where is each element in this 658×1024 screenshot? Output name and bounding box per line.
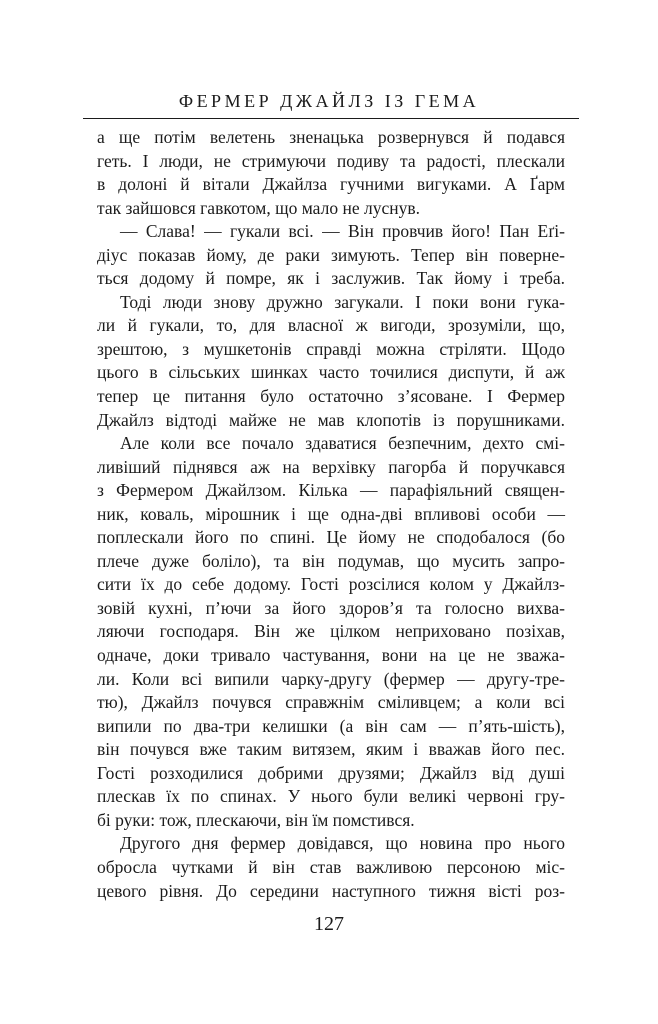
text-line: плече дуже боліло), та він подумав, що мусить запро- <box>97 550 565 571</box>
running-head: ФЕРМЕР ДЖАЙЛЗ ІЗ ГЕМА <box>178 91 480 111</box>
text-line: обросла чутками й він став важливою персоною міс- <box>97 856 565 877</box>
text-line: цього в сільських шинках часто точилися диспути, й аж <box>97 362 565 383</box>
text-line: бі руки: тож, плескаючи, він їм помстився. <box>97 809 415 830</box>
text-line: одначе, доки тривало частування, вони на це не зважа- <box>97 645 565 666</box>
body-text <box>97 126 565 903</box>
text-line: ляючи господаря. Він же цілком неприховано позіхав, <box>97 621 565 642</box>
text-line: цевого рівня. До середини наступного тижня вісті роз- <box>97 880 565 901</box>
text-line: ливіший піднявся аж на верхівку пагорба й поручкався <box>97 456 565 477</box>
text-line: з Фермером Джайлзом. Кілька — парафіяльний священ- <box>97 480 565 501</box>
text-line: ник, коваль, мірошник і ще одна-дві впливові особи — <box>97 503 565 524</box>
text-line: зрештою, з мушкетонів справді можна стріляти. Щодо <box>97 338 565 359</box>
text-line: тю), Джайлз почувся справжнім сміливцем; а коли всі <box>97 692 565 713</box>
text-line: Тоді люди знову дружно загукали. І поки вони гука- <box>120 291 565 312</box>
header-rule <box>83 118 579 119</box>
page-number: 127 <box>314 913 344 935</box>
text-line: діус показав йому, де раки зимують. Тепер він поверне- <box>97 244 565 265</box>
text-line: Джайлз відтоді майже не мав клопотів із порушниками. <box>97 409 565 430</box>
text-line: зовій кухні, п’ючи за його здоров’я та голосно вихва- <box>97 597 565 618</box>
text-line: геть. І люди, не стримуючи подиву та радості, плескали <box>97 150 565 171</box>
text-line: тепер це питання було остаточно з’ясоване. І Фермер <box>97 386 565 407</box>
text-line: плескав їх по спинах. У нього були великі червоні гру- <box>97 786 565 807</box>
text-line: — Слава! — гукали всі. — Він провчив його! Пан Еґі- <box>120 221 565 242</box>
text-line: а ще потім велетень зненацька розвернувся й подався <box>97 127 565 147</box>
text-line: ться додому й помре, як і заслужив. Так йому і треба. <box>97 268 565 289</box>
text-line: так зайшовся гавкотом, що мало не луснув. <box>97 197 420 218</box>
text-line: він почувся вже таким витязем, яким і вважав його пес. <box>97 739 565 760</box>
text-line: в долоні й вітали Джайлза гучними вигуками. А Ґарм <box>97 174 565 195</box>
text-line: випили по два-три келишки (а він сам — п’ять-шість), <box>97 715 565 736</box>
text-line: Але коли все почало здаватися безпечним, дехто смі- <box>120 433 565 454</box>
text-line: поплескали його по спині. Це йому не сподобалося (бо <box>97 527 565 548</box>
text-line: Другого дня фермер довідався, що новина про нього <box>120 833 565 854</box>
text-line: ли. Коли всі випили чарку-другу (фермер — другу-тре- <box>97 668 565 689</box>
text-line: Гості розходилися добрими друзями; Джайлз від душі <box>97 762 565 783</box>
text-line: сити їх до себе додому. Гості розсілися колом у Джайлз- <box>97 574 565 595</box>
text-line: ли й гукали, то, для власної ж вигоди, зрозуміли, що, <box>97 315 565 336</box>
